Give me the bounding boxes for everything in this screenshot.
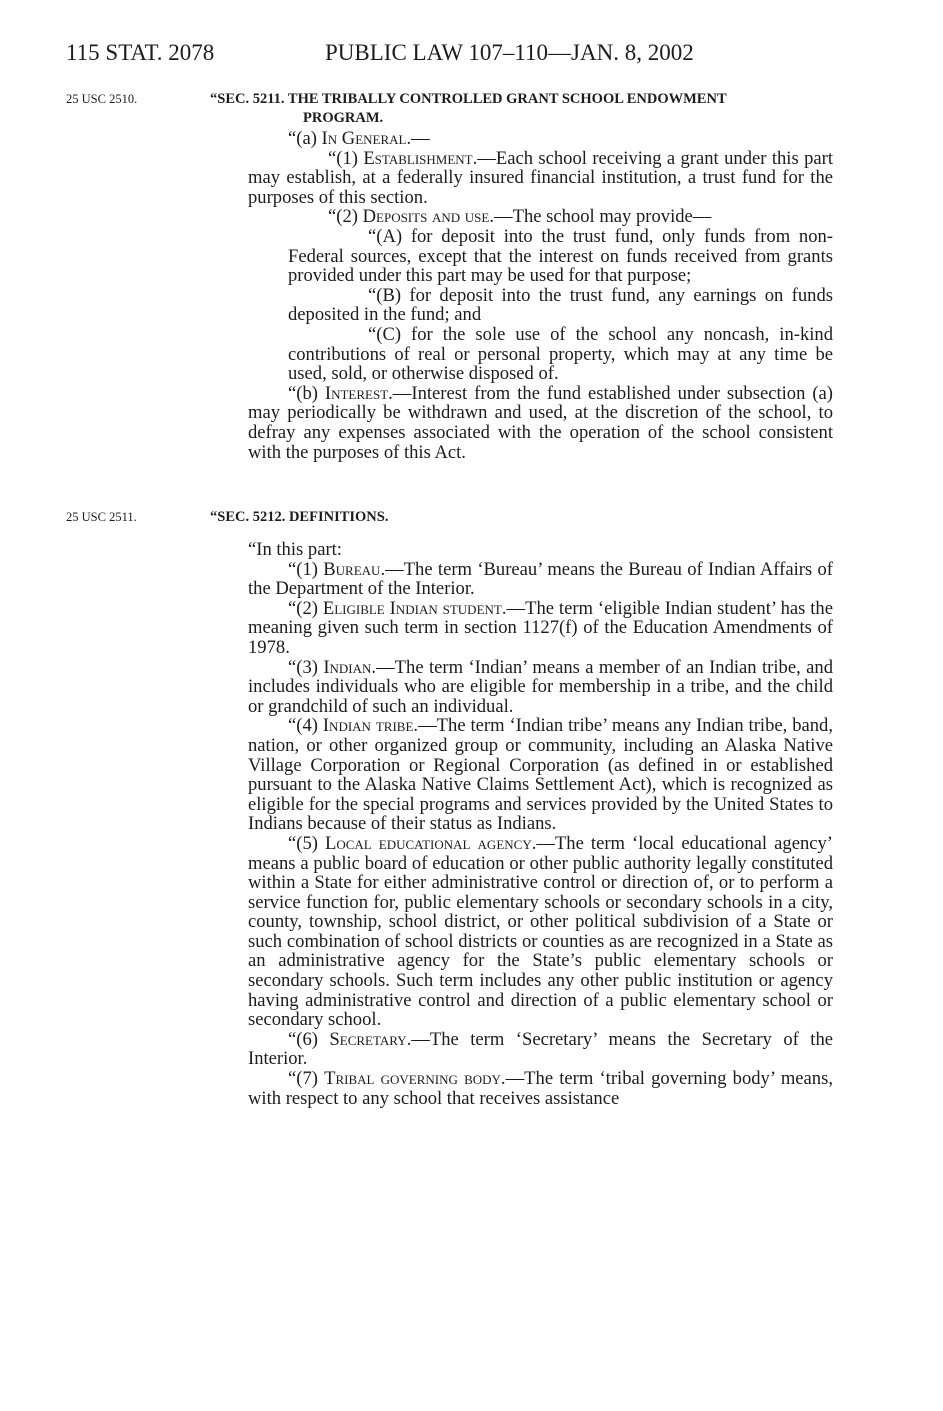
definition-local-educational-agency [248,834,833,1030]
definition-num: “(2) [288,597,323,619]
definition-text: .—The term ‘eligible Indian student’ has the meaning given such term in section 1127(f) of the Education Amendments of 1978. [248,597,833,658]
page-header [66,40,883,70]
paragraph-a1-title: Establishment [363,147,473,169]
subsection-b-text: .—Interest from the fund established under subsection (a) may periodically be withdrawn and used, at the discretion of the school, to defray any expenses associated with the operation of the school consistent with the purposes of this Act. [248,382,833,463]
definition-text: .—The term ‘Secretary’ means the Secretary of the Interior. [248,1028,833,1070]
section-heading-5212 [210,508,840,527]
subsection-a-heading [248,129,833,149]
subsection-a-close: .— [406,128,430,149]
definition-num: “(7) [288,1068,325,1090]
section-heading-text: “SEC. 5211. THE TRIBALLY CONTROLLED GRANT SCHOOL ENDOWMENT [210,91,727,107]
definition-indian-tribe [248,716,833,834]
definition-term: Eligible Indian student [322,597,502,619]
subparagraph-A: “(A) for deposit into the trust fund, only funds from non-Federal sources, except that the interest on funds received from grants provided under this part may be used for that purpose; [288,225,833,287]
paragraph-a1 [248,149,833,208]
section-heading-5211 [210,90,840,128]
definition-term: Indian tribe [322,715,414,737]
definition-term: Local educational agency [324,832,532,854]
definition-term: Tribal governing body [324,1068,501,1090]
subparagraph-C: “(C) for the sole use of the school any noncash, in-kind contributions of real or personal property, which may at any time be used, sold, or otherwise disposed of. [288,323,833,385]
page-number: 115 STAT. 2078 [66,40,215,65]
definition-text: .—The term ‘tribal governing body’ means, with respect to any school that receives assistance [248,1068,833,1109]
definition-text: .—The term ‘Indian’ means a member of an Indian tribe, and includes individuals who are eligible for membership in a tribe, and the child or grandchild of such an individual. [248,656,833,717]
subsection-b-num: “(b) [288,382,325,404]
section-heading-text: “SEC. 5212. DEFINITIONS. [210,509,389,525]
definition-num: “(4) [288,715,323,737]
definition-bureau [248,560,833,599]
subsection-b [248,384,833,462]
definition-term: Indian [323,656,372,678]
paragraph-a2 [248,207,833,227]
subsection-b-title: Interest [324,382,389,404]
section-heading-continuation: PROGRAM. [303,110,384,126]
paragraph-a1-num: “(1) [328,147,364,169]
definition-indian [248,658,833,717]
definition-eligible-indian-student [248,599,833,658]
definition-text: .—The term ‘local educational agency’ means a public board of education or other public authority legally constituted within a State for either administrative control or direction of, or to perform a service function for, public elementary schools or secondary schools in a city, county, township, school district, or other political subdivision of a State or such combination of school districts or counties as are recognized in a State as an administrative agency for the State’s public elementary schools or secondary schools. Such term includes any other public institution or agency having administrative control and direction of a public elementary school or secondary school. [248,832,833,1031]
section-5212-body [248,540,833,1108]
paragraph-a2-num: “(2) [328,206,363,228]
paragraph-a1-text: .—Each school receiving a grant under this part may establish, at a federally insured financial institution, a trust fund for the purposes of this section. [248,147,833,208]
section-5211-body [248,129,833,462]
margin-note-5212: 25 USC 2511. [66,510,137,524]
definition-term: Bureau [323,558,381,580]
definition-text: .—The term ‘Indian tribe’ means any Indian tribe, band, nation, or other organized group or community, including an Alaska Native Village Corporation or Regional Corporation (as defined in or established pursuant to the Alaska Native Claims Settlement Act), which is recognized as eligible for the special programs and services provided by the United States to Indians because of their status as Indians. [248,715,833,835]
subparagraph-B: “(B) for deposit into the trust fund, any earnings on funds deposited in the fund; and [288,284,833,326]
paragraph-a2-text: .—The school may provide— [489,206,712,228]
definition-num: “(3) [288,656,324,678]
definition-num: “(5) [288,832,325,854]
definition-tribal-governing-body [248,1069,833,1108]
definition-num: “(6) [288,1028,330,1050]
definition-num: “(1) [288,558,324,580]
definition-secretary [248,1030,833,1069]
subsection-a-num: “(a) [288,128,322,149]
definitions-intro: “In this part: [248,539,342,560]
paragraph-a2-title: Deposits and use [362,206,490,228]
running-head: PUBLIC LAW 107–110—JAN. 8, 2002 [325,40,694,65]
definition-text: .—The term ‘Bureau’ means the Bureau of Indian Affairs of the Department of the Interior. [248,558,833,600]
subsection-a-title: In General [321,128,407,149]
definition-term: Secretary [329,1028,407,1050]
margin-note-5211: 25 USC 2510. [66,92,138,106]
